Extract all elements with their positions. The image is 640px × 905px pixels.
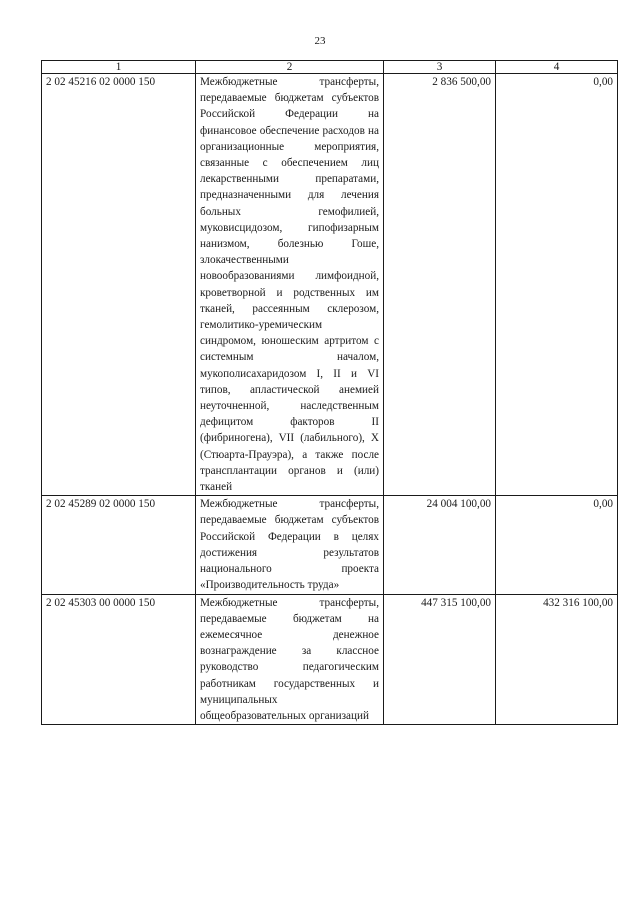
amount-column-4-cell: 0,00 [496, 74, 618, 496]
description-cell: Межбюджетные трансферты, передаваемые бюджетам на ежемесячное денежное вознаграждение за классное руководство педагогическим работникам государственных и муниципальных общеобразовательных организаций [196, 594, 384, 725]
description-cell: Межбюджетные трансферты, передаваемые бюджетам субъектов Российской Федерации в целях достижения результатов национального проекта «Производительность труда» [196, 496, 384, 594]
budget-code-cell: 2 02 45216 02 0000 150 [42, 74, 196, 496]
table-row [42, 594, 618, 725]
column-header-1: 1 [42, 61, 196, 74]
column-header-3: 3 [384, 61, 496, 74]
amount-column-4-cell: 0,00 [496, 496, 618, 594]
budget-code-cell: 2 02 45289 02 0000 150 [42, 496, 196, 594]
amount-column-3-cell: 447 315 100,00 [384, 594, 496, 725]
page-number: 23 [314, 35, 326, 47]
table-header-row [42, 61, 618, 74]
amount-column-3-cell: 24 004 100,00 [384, 496, 496, 594]
table-row [42, 74, 618, 496]
column-header-4: 4 [496, 61, 618, 74]
description-cell: Межбюджетные трансферты, передаваемые бюджетам субъектов Российской Федерации на финансовое обеспечение расходов на организационные мероприятия, связанные с обеспечением лиц лекарственными препаратами, предназначенными для лечения больных гемофилией, муковисцидозом, гипофизарным нанизмом, болезнью Гоше, злокачественными новообразованиями лимфоидной, кроветворной и родственных им тканей, рассеянным склерозом, гемолитико-уремическим синдромом, юношеским артритом с системным началом, мукополисахаридозом I, II и VI типов, апластической анемией неуточненной, наследственным дефицитом факторов II (фибриногена), VII (лабильного), X (Стюарта-Прауэра), а также после трансплантации органов и (или) тканей [196, 74, 384, 496]
table-row [42, 496, 618, 594]
budget-code-cell: 2 02 45303 00 0000 150 [42, 594, 196, 725]
amount-column-4-cell: 432 316 100,00 [496, 594, 618, 725]
amount-column-3-cell: 2 836 500,00 [384, 74, 496, 496]
column-header-2: 2 [196, 61, 384, 74]
budget-table [41, 60, 618, 725]
